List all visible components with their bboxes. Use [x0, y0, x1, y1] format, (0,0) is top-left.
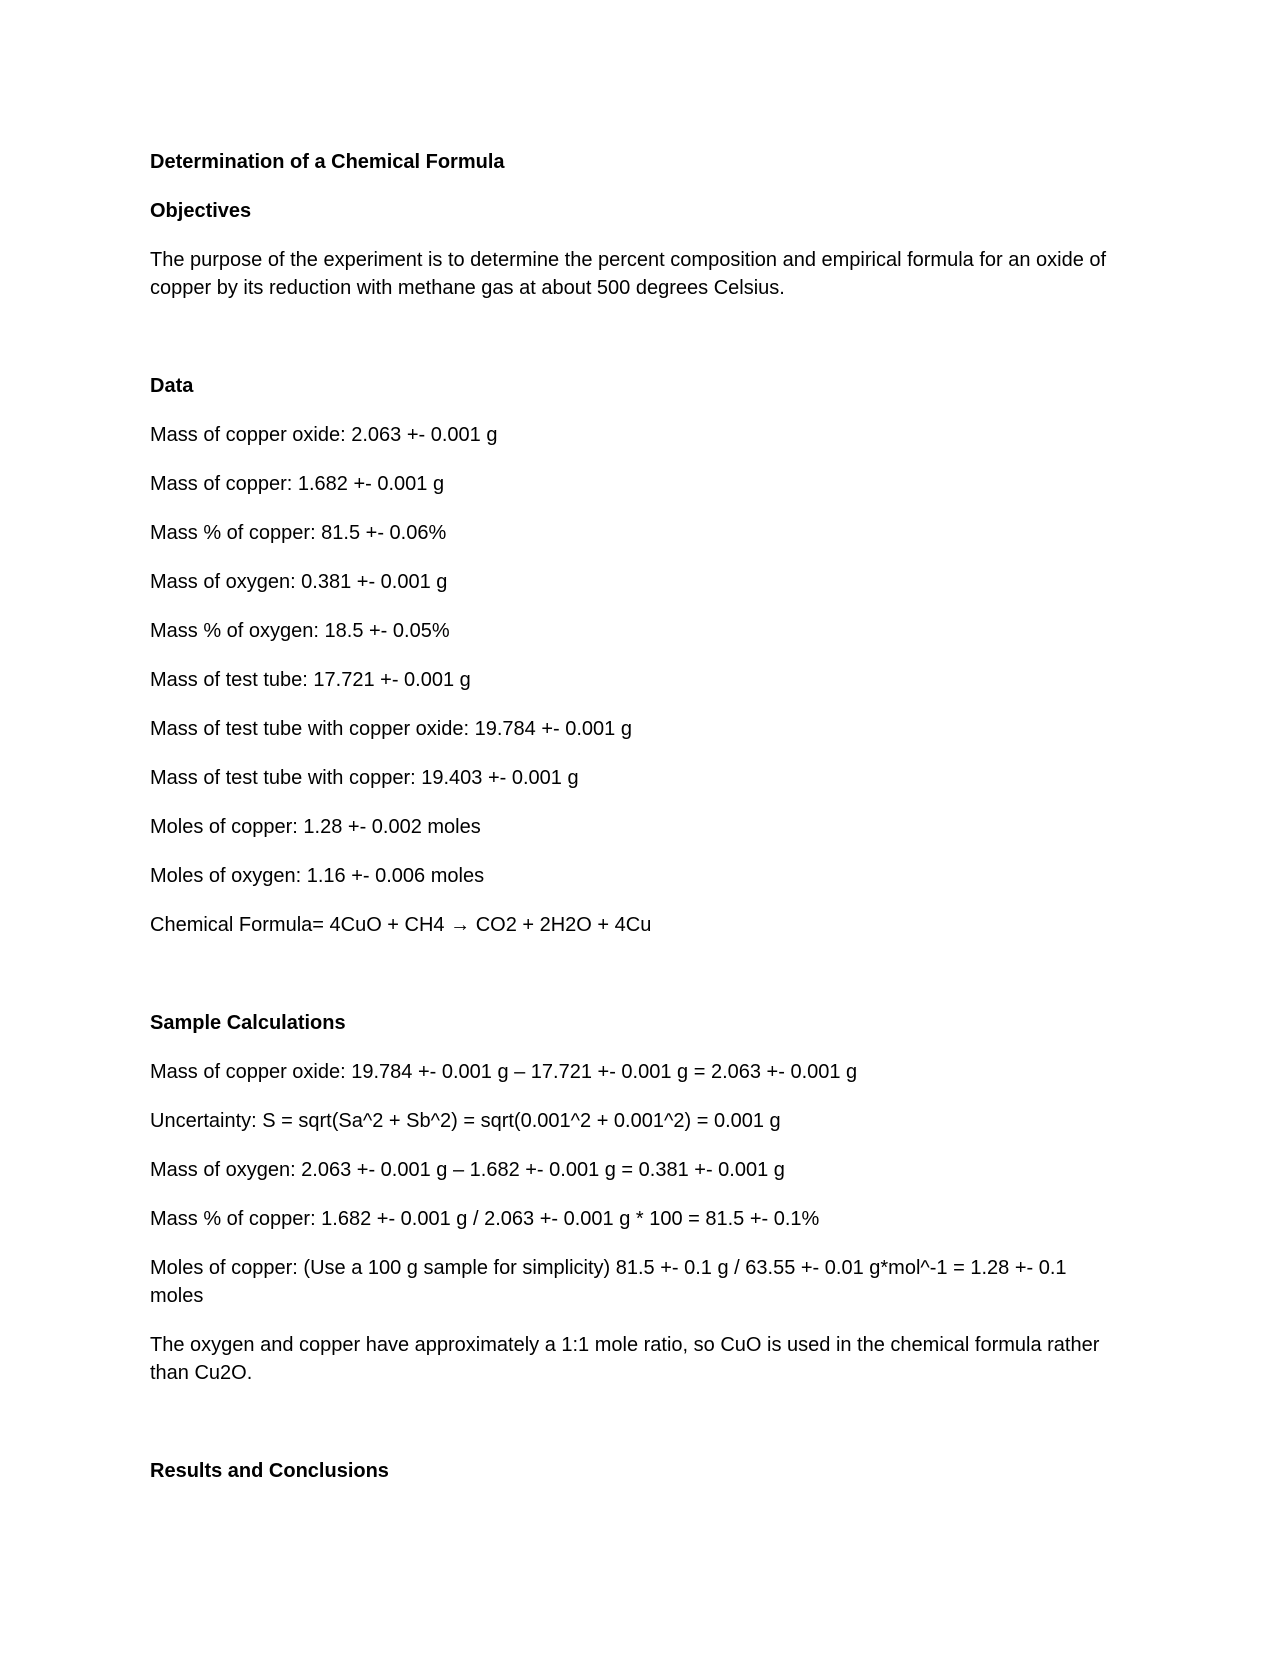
data-item: Mass of test tube with copper: 19.403 +- 0.001 g	[150, 767, 579, 789]
chemical-formula	[150, 911, 1110, 939]
document-page	[150, 148, 1110, 1506]
data-item: Moles of oxygen: 1.16 +- 0.006 moles	[150, 865, 485, 887]
calculation-item: Mass of oxygen: 2.063 +- 0.001 g – 1.682 +- 0.001 g = 0.381 +- 0.001 g	[150, 1159, 785, 1181]
results-heading: Results and Conclusions	[150, 1460, 389, 1482]
data-item: Mass of test tube with copper oxide: 19.784 +- 0.001 g	[150, 718, 632, 740]
arrow-right-icon: →	[450, 914, 471, 936]
calculation-item: Uncertainty: S = sqrt(Sa^2 + Sb^2) = sqrt(0.001^2 + 0.001^2) = 0.001 g	[150, 1110, 781, 1132]
calculation-item: Moles of copper: (Use a 100 g sample for simplicity) 81.5 +- 0.1 g / 63.55 +- 0.01 g*mol^-1 = 1.28 +- 0.1 moles	[150, 1257, 1067, 1307]
data-heading: Data	[150, 375, 194, 397]
calculation-item: The oxygen and copper have approximately a 1:1 mole ratio, so CuO is used in the chemical formula rather than Cu2O.	[150, 1334, 1100, 1384]
formula-right: CO2 + 2H2O + 4Cu	[475, 914, 652, 936]
objectives-text: The purpose of the experiment is to determine the percent composition and empirical formula for an oxide of copper by its reduction with methane gas at about 500 degrees Celsius.	[150, 249, 1107, 299]
spacer	[150, 1408, 1110, 1457]
data-item: Mass of test tube: 17.721 +- 0.001 g	[150, 669, 471, 691]
data-item: Mass % of copper: 81.5 +- 0.06%	[150, 522, 447, 544]
formula-left: Chemical Formula= 4CuO + CH4	[150, 914, 445, 936]
sample-calculations-heading: Sample Calculations	[150, 1012, 346, 1034]
calculation-item: Mass % of copper: 1.682 +- 0.001 g / 2.063 +- 0.001 g * 100 = 81.5 +- 0.1%	[150, 1208, 820, 1230]
document-title: Determination of a Chemical Formula	[150, 151, 505, 173]
data-item: Mass of copper: 1.682 +- 0.001 g	[150, 473, 445, 495]
calculation-item: Mass of copper oxide: 19.784 +- 0.001 g – 17.721 +- 0.001 g = 2.063 +- 0.001 g	[150, 1061, 858, 1083]
spacer	[150, 323, 1110, 372]
objectives-heading: Objectives	[150, 200, 252, 222]
spacer	[150, 960, 1110, 1009]
data-item: Mass of copper oxide: 2.063 +- 0.001 g	[150, 424, 498, 446]
data-item: Moles of copper: 1.28 +- 0.002 moles	[150, 816, 481, 838]
data-item: Mass of oxygen: 0.381 +- 0.001 g	[150, 571, 448, 593]
data-item: Mass % of oxygen: 18.5 +- 0.05%	[150, 620, 450, 642]
